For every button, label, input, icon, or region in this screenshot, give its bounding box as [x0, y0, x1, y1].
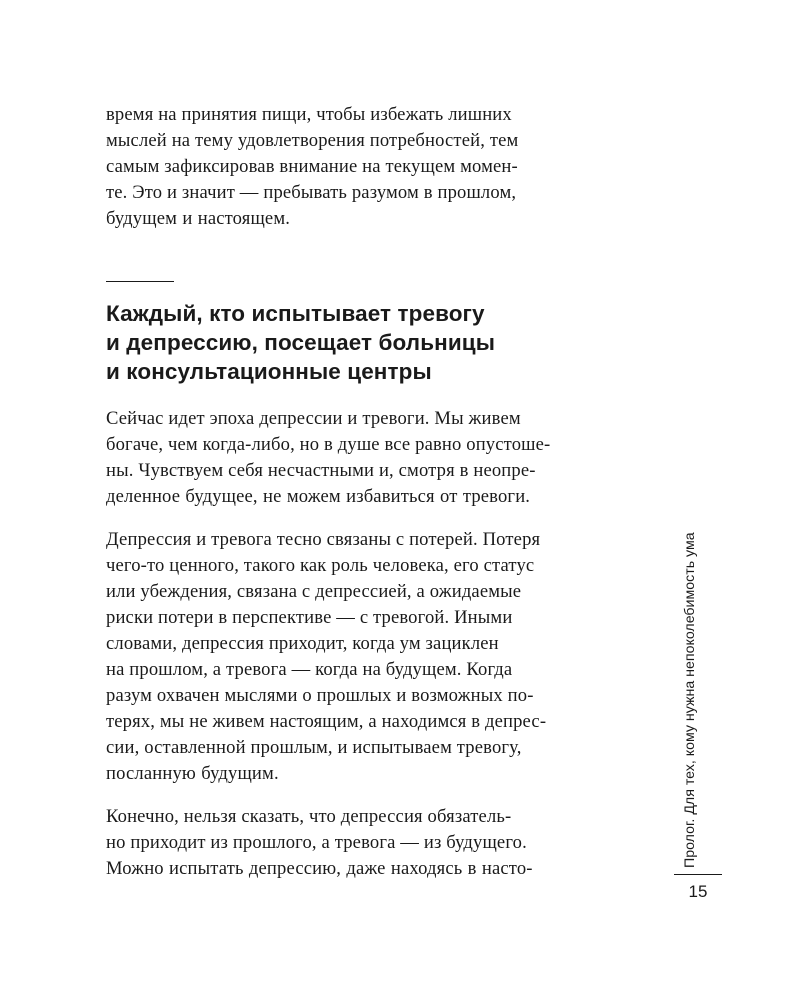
text-line: но приходит из прошлого, а тревога — из будущего. [106, 832, 527, 853]
paragraph-1 [106, 406, 643, 510]
heading-line: Каждый, кто испытывает тревогу [106, 301, 485, 326]
text-line: риски потери в перспективе — с тревогой. Иными [106, 607, 513, 628]
text-line: те. Это и значит — пребывать разумом в прошлом, [106, 182, 517, 203]
paragraph-3 [106, 804, 643, 882]
heading-line: и консультационные центры [106, 359, 432, 384]
text-line: ны. Чувствуем себя несчастными и, смотря в неопре- [106, 460, 536, 481]
heading-line: и депрессию, посещает больницы [106, 330, 496, 355]
text-line: деленное будущее, не можем избавиться от тревоги. [106, 486, 531, 507]
text-line: или убеждения, связана с депрессией, а ожидаемые [106, 581, 522, 602]
page-number-rule [674, 874, 722, 875]
intro-paragraph [106, 102, 643, 232]
text-line: время на принятия пищи, чтобы избежать лишних [106, 104, 512, 125]
text-line: будущем и настоящем. [106, 208, 291, 229]
text-line: разум охвачен мыслями о прошлых и возможных по- [106, 685, 534, 706]
text-line: мыслей на тему удовлетворения потребностей, тем [106, 130, 519, 151]
text-line: богаче, чем когда-либо, но в душе все равно опустоше- [106, 434, 551, 455]
text-line: Депрессия и тревога тесно связаны с потерей. Потеря [106, 529, 541, 550]
section-divider [106, 281, 174, 282]
text-line: Конечно, нельзя сказать, что депрессия обязатель- [106, 806, 512, 827]
text-line: посланную будущим. [106, 763, 279, 784]
page-number: 15 [688, 882, 708, 901]
text-column [106, 100, 643, 882]
paragraph-2 [106, 527, 643, 787]
text-line: Можно испытать депрессию, даже находясь в насто- [106, 858, 533, 879]
text-line: сии, оставленной прошлым, и испытываем тревогу, [106, 737, 522, 758]
text-line: терях, мы не живем настоящим, а находимся в депрес- [106, 711, 547, 732]
text-line: Сейчас идет эпоха депрессии и тревоги. Мы живем [106, 408, 521, 429]
running-title: Пролог. Для тех, кому нужна непоколебимость ума [682, 532, 698, 868]
text-line: на прошлом, а тревога — когда на будущем. Когда [106, 659, 513, 680]
text-line: самым зафиксировав внимание на текущем момен- [106, 156, 518, 177]
section-heading [106, 299, 643, 386]
text-line: словами, депрессия приходит, когда ум зациклен [106, 633, 499, 654]
text-line: чего-то ценного, такого как роль человека, его статус [106, 555, 535, 576]
